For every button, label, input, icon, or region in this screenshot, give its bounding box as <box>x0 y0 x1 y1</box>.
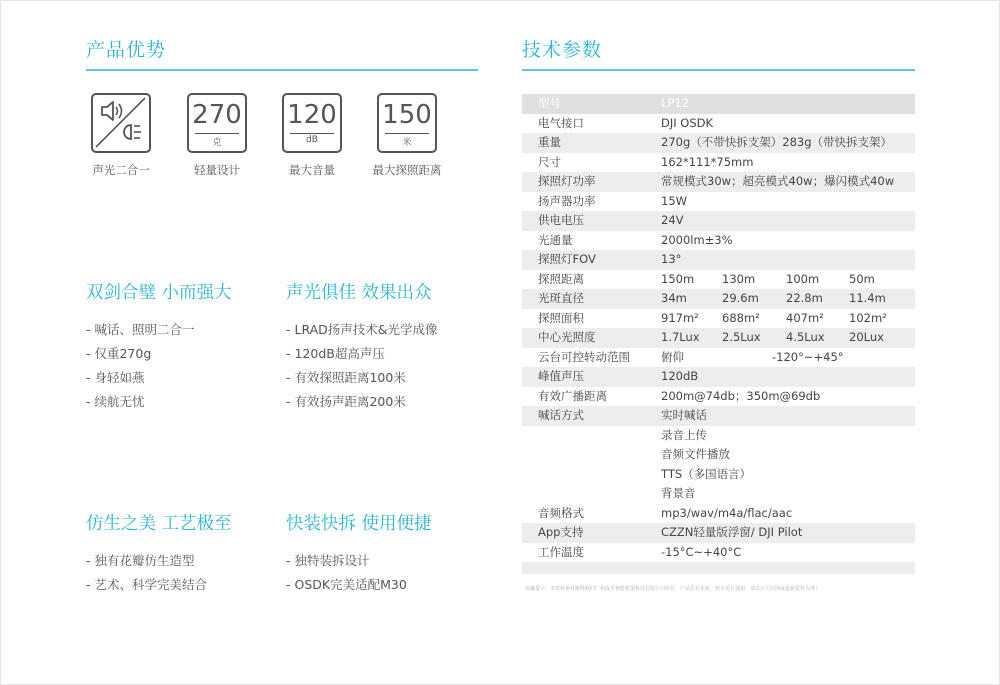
spec-row <box>522 445 915 465</box>
range-badge <box>377 93 437 153</box>
feature-value: 270 <box>192 100 242 130</box>
bullet-item: - OSDK完美适配M30 <box>286 577 407 592</box>
spec-value: 音频文件播放 <box>661 447 730 461</box>
feature-unit: dB <box>306 135 318 145</box>
feature-label: 声光二合一 <box>92 163 150 177</box>
bullet-list <box>286 318 438 414</box>
spec-label: 光通量 <box>538 232 573 247</box>
spec-label: 音频格式 <box>538 505 584 520</box>
tech-specs-title: 技术参数 <box>522 39 603 61</box>
spec-value: 15W <box>661 193 688 208</box>
bullet-item: - LRAD扬声技术&光学成像 <box>286 322 438 337</box>
bullet-item: - 有效探照距离100米 <box>286 370 406 385</box>
spec-value: 背景音 <box>661 486 696 500</box>
spec-value: 120dB <box>661 369 699 383</box>
feature-value: 120 <box>287 100 337 130</box>
bullet-item: - 独有花瓣仿生造型 <box>86 553 195 568</box>
spec-value: 162*111*75mm <box>661 154 754 169</box>
spec-row <box>522 231 915 251</box>
spec-value: 150m <box>661 271 695 286</box>
spec-row <box>522 328 915 348</box>
feature-range <box>352 93 462 178</box>
spec-value: 407m² <box>786 310 824 325</box>
right-title-rule <box>522 69 915 71</box>
spec-row <box>522 406 915 426</box>
bullet-item: - 独特装拆设计 <box>286 553 370 568</box>
spec-value: 实时喊话 <box>661 408 707 422</box>
spec-row <box>522 484 915 504</box>
spec-value: 50m <box>849 271 875 286</box>
spec-value: TTS（多国语言） <box>661 466 752 481</box>
left-title-rule <box>86 69 478 71</box>
spec-row <box>522 523 915 543</box>
bullet-item: - 艺术、科学完美结合 <box>86 577 207 592</box>
spec-row <box>522 348 915 368</box>
spec-row <box>522 289 915 309</box>
spec-row <box>522 465 915 485</box>
spec-label: 云台可控转动范围 <box>538 349 630 364</box>
block-sound-light <box>286 279 438 414</box>
spec-row <box>522 153 915 173</box>
spec-table-footer-bar <box>522 562 915 574</box>
spec-value: 130m <box>722 271 756 286</box>
spec-label: App支持 <box>538 525 584 539</box>
spec-label: 电气接口 <box>538 115 584 130</box>
feature-volume <box>257 93 367 178</box>
spec-value: -15°C~+40°C <box>661 544 742 559</box>
spec-value: DJI OSDK <box>661 115 714 130</box>
spec-value: 917m² <box>661 310 699 325</box>
spec-label: 尺寸 <box>538 154 561 169</box>
spec-row <box>522 309 915 329</box>
spec-value: 688m² <box>722 310 760 325</box>
spec-value: -120°~+45° <box>772 349 844 364</box>
block-dual-function <box>86 279 232 414</box>
feature-unit: 米 <box>402 138 412 148</box>
spec-label: 扬声器功率 <box>538 193 596 208</box>
spec-value: 常规模式30w；超亮模式40w；爆闪模式40w <box>661 174 895 188</box>
bullet-list <box>86 318 232 414</box>
spec-value: 录音上传 <box>661 427 707 442</box>
bullet-list <box>86 549 232 597</box>
spec-table <box>522 94 915 574</box>
spec-value: 29.6m <box>722 291 759 305</box>
speaker-light-icon <box>91 93 151 153</box>
feature-label: 最大探照距离 <box>372 163 442 177</box>
spec-row <box>522 172 915 192</box>
spec-value: 100m <box>786 271 820 286</box>
spec-value: 102m² <box>849 310 887 325</box>
spec-label: 探照灯FOV <box>538 252 596 266</box>
spec-value: CZZN轻量版浮窗/ DJI Pilot <box>661 525 803 539</box>
spec-label: 峰值声压 <box>538 369 584 383</box>
disclaimer-footnote: 温馨提示：本资料素材解释权归广州成至智能机器科技有限公司所有，产品若有更新，恕不另行通知，请以公司官网或最新资料为准！ <box>525 586 821 592</box>
spec-value: 24V <box>661 213 684 227</box>
spec-row <box>522 211 915 231</box>
spec-value: 11.4m <box>849 291 886 305</box>
bullet-item: - 有效扬声距离200米 <box>286 394 406 409</box>
spec-row <box>522 543 915 563</box>
block-title: 仿生之美 工艺极至 <box>86 514 232 534</box>
spec-row <box>522 270 915 290</box>
feature-speaker-light <box>66 93 176 178</box>
spec-value: 1.7Lux <box>661 330 700 344</box>
block-bionic-design <box>86 510 232 597</box>
weight-badge <box>187 93 247 153</box>
spec-label: 光斑直径 <box>538 291 584 305</box>
spec-row <box>522 426 915 446</box>
spec-value: LP12 <box>661 96 689 110</box>
spec-row <box>522 250 915 270</box>
spec-value: 2.5Lux <box>722 330 761 344</box>
spec-label: 中心光照度 <box>538 330 596 344</box>
spec-label: 探照面积 <box>538 310 584 325</box>
feature-label: 最大音量 <box>289 163 335 177</box>
spec-label: 供电电压 <box>538 213 584 227</box>
spec-row <box>522 133 915 153</box>
spec-value: 13° <box>661 252 682 266</box>
spec-label: 有效广播距离 <box>538 388 607 403</box>
spec-value: 2000lm±3% <box>661 232 733 247</box>
spec-value: 200m@74db；350m@69db <box>661 388 821 403</box>
spec-row <box>522 367 915 387</box>
spec-row <box>522 114 915 134</box>
feature-label: 轻量设计 <box>194 163 240 177</box>
spec-label: 探照灯功率 <box>538 174 596 188</box>
spec-value: 270g（不带快拆支架）283g（带快拆支架） <box>661 135 892 149</box>
spec-row <box>522 387 915 407</box>
spec-row <box>522 192 915 212</box>
feature-unit: 克 <box>212 138 222 148</box>
bullet-list <box>286 549 432 597</box>
bullet-item: - 120dB超高声压 <box>286 346 385 361</box>
spec-row-model <box>522 94 915 114</box>
spec-value: 34m <box>661 291 687 305</box>
bullet-item: - 仅重270g <box>86 346 152 361</box>
block-quick-release <box>286 510 432 597</box>
block-title: 声光俱佳 效果出众 <box>286 283 432 303</box>
spec-label: 型号 <box>538 96 561 110</box>
spec-label: 探照距离 <box>538 271 584 286</box>
feature-weight <box>162 93 272 178</box>
spec-value: 4.5Lux <box>786 330 825 344</box>
bullet-item: - 续航无忧 <box>86 394 145 409</box>
spec-value: mp3/wav/m4a/flac/aac <box>661 505 793 520</box>
feature-value: 150 <box>382 100 432 130</box>
bullet-item: - 身轻如燕 <box>86 370 145 385</box>
bullet-item: - 喊话、照明二合一 <box>86 322 195 337</box>
spec-row <box>522 504 915 524</box>
spec-value: 20Lux <box>849 330 884 344</box>
block-title: 快装快拆 使用便捷 <box>286 514 432 534</box>
spec-label: 喊话方式 <box>538 408 584 422</box>
block-title: 双剑合璧 小而强大 <box>86 283 232 303</box>
spec-value: 俯仰 <box>661 349 684 364</box>
spec-label: 重量 <box>538 135 561 149</box>
product-advantages-title: 产品优势 <box>86 39 167 61</box>
spec-label: 工作温度 <box>538 544 584 559</box>
volume-badge <box>282 93 342 153</box>
spec-value: 22.8m <box>786 291 823 305</box>
